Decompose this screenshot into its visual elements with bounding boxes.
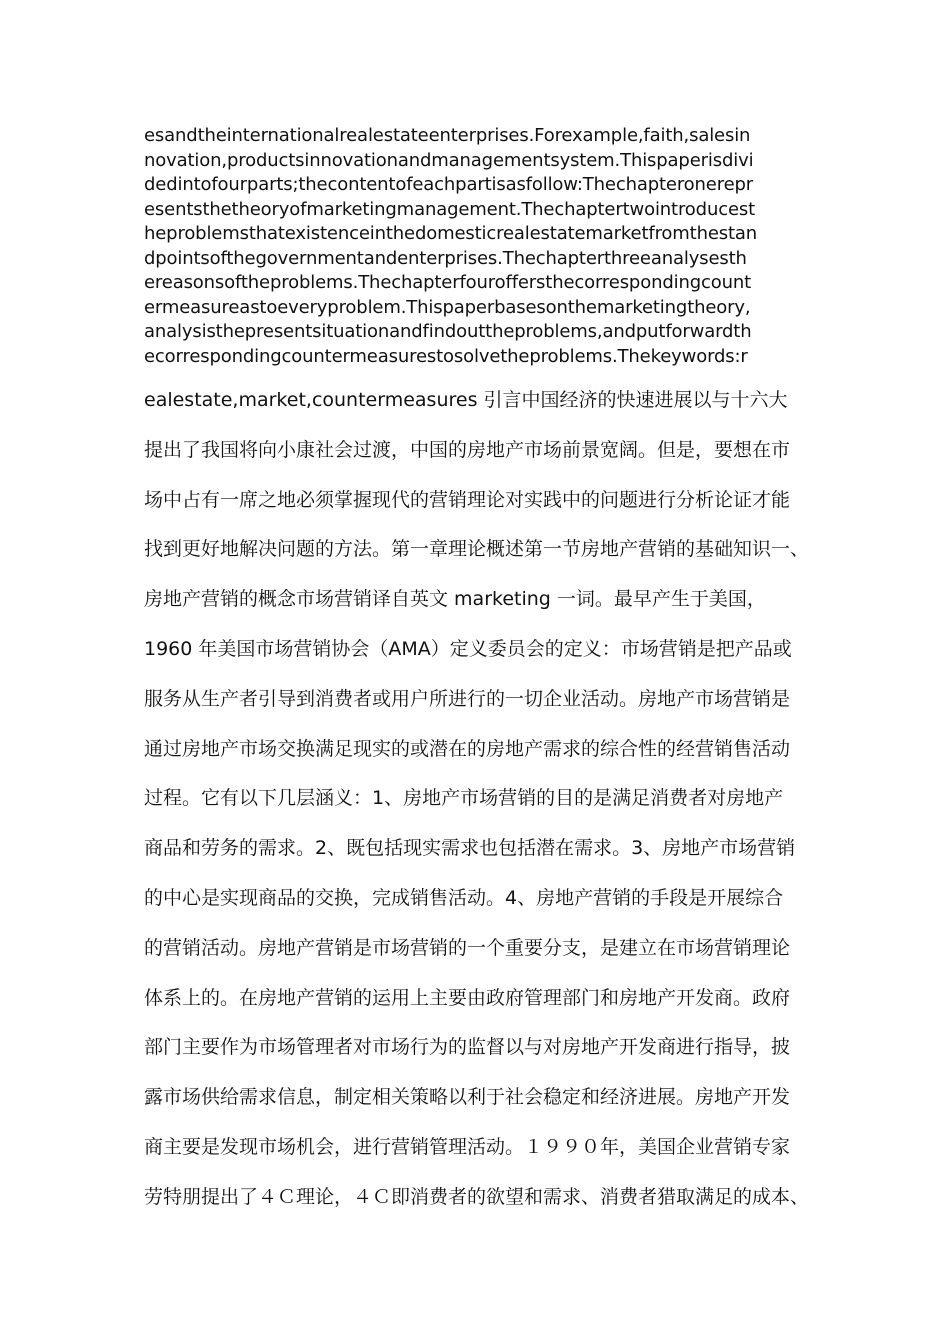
body-line: 房地产营销的概念市场营销译自英文 marketing 一词。最早产生于美国， bbox=[144, 588, 766, 611]
abstract-line: analysisthepresentsituationandfindouttheproblems,andputforwardth bbox=[144, 321, 752, 342]
body-line: ealestate,market,countermeasures 引言中国经济的快速进展以与十六大 bbox=[144, 389, 788, 411]
body-line: 通过房地产市场交换满足现实的或潜在的房地产需求的综合性的经营销售活动 bbox=[144, 737, 791, 760]
body-line: 服务从生产者引导到消费者或用户所进行的一切企业活动。房地产市场营销是 bbox=[144, 687, 791, 710]
body-line: 部门主要作为市场管理者对市场行为的监督以与对房地产开发商进行指导，披 bbox=[144, 1036, 791, 1059]
abstract-line: esentsthetheoryofmarketingmanagement.Thechaptertwointroducest bbox=[144, 198, 756, 220]
body-line: 体系上的。在房地产营销的运用上主要由政府管理部门和房地产开发商。政府 bbox=[144, 986, 791, 1009]
abstract-line: novation,productsinnovationandmanagementsystem.Thispaperisdivi bbox=[144, 149, 754, 171]
body-text bbox=[144, 376, 834, 1223]
abstract-line: dedintofourparts;thecontentofeachpartisasfollow:Thechapteronerepr bbox=[144, 174, 754, 195]
body-line: 商品和劳务的需求。2、既包括现实需求也包括潜在需求。3、房地产市场营销 bbox=[144, 837, 796, 860]
body-line: 的中心是实现商品的交换，完成销售活动。4、房地产营销的手段是开展综合 bbox=[144, 886, 784, 909]
body-line: 劳特朋提出了４Ｃ理论，４Ｃ即消费者的欲望和需求、消费者猎取满足的成本、 bbox=[144, 1185, 810, 1208]
abstract-line: ermeasureastoeveryproblem.Thispaperbasesonthemarketingtheory, bbox=[144, 296, 751, 318]
body-line: 露市场供给需求信息，制定相关策略以利于社会稳定和经济进展。房地产开发 bbox=[144, 1086, 791, 1109]
body-line: 过程。它有以下几层涵义：1、房地产市场营销的目的是满足消费者对房地产 bbox=[144, 787, 784, 810]
body-line: 找到更好地解决问题的方法。第一章理论概述第一节房地产营销的基础知识一、 bbox=[144, 538, 810, 561]
abstract-line: ereasonsoftheproblems.Thechapterfouroffersthecorrespondingcount bbox=[144, 272, 752, 293]
body-line: 场中占有一席之地必须掌握现代的营销理论对实践中的问题进行分析论证才能 bbox=[144, 488, 791, 511]
body-line: 提出了我国将向小康社会过渡，中国的房地产市场前景宽阔。但是，要想在市 bbox=[144, 438, 791, 461]
body-line: 1960 年美国市场营销协会（AMA）定义委员会的定义：市场营销是把产品或 bbox=[144, 637, 792, 660]
abstract-line: heproblemsthatexistenceinthedomesticrealestatemarketfromthestan bbox=[144, 223, 758, 244]
abstract-line: esandtheinternationalrealestateenterprises.Forexample,faith,salesin bbox=[144, 125, 751, 146]
abstract-line: ecorrespondingcountermeasurestosolvetheproblems.Thekeywords:r bbox=[144, 345, 748, 367]
abstract-line: dpointsofthegovernmentandenterprises.Thechapterthreeanalysesth bbox=[144, 247, 747, 269]
body-line: 的营销活动。房地产营销是市场营销的一个重要分支，是建立在市场营销理论 bbox=[144, 936, 791, 959]
english-abstract bbox=[144, 124, 824, 369]
body-line: 商主要是发现市场机会，进行营销管理活动。１９９０年，美国企业营销专家 bbox=[144, 1135, 791, 1158]
